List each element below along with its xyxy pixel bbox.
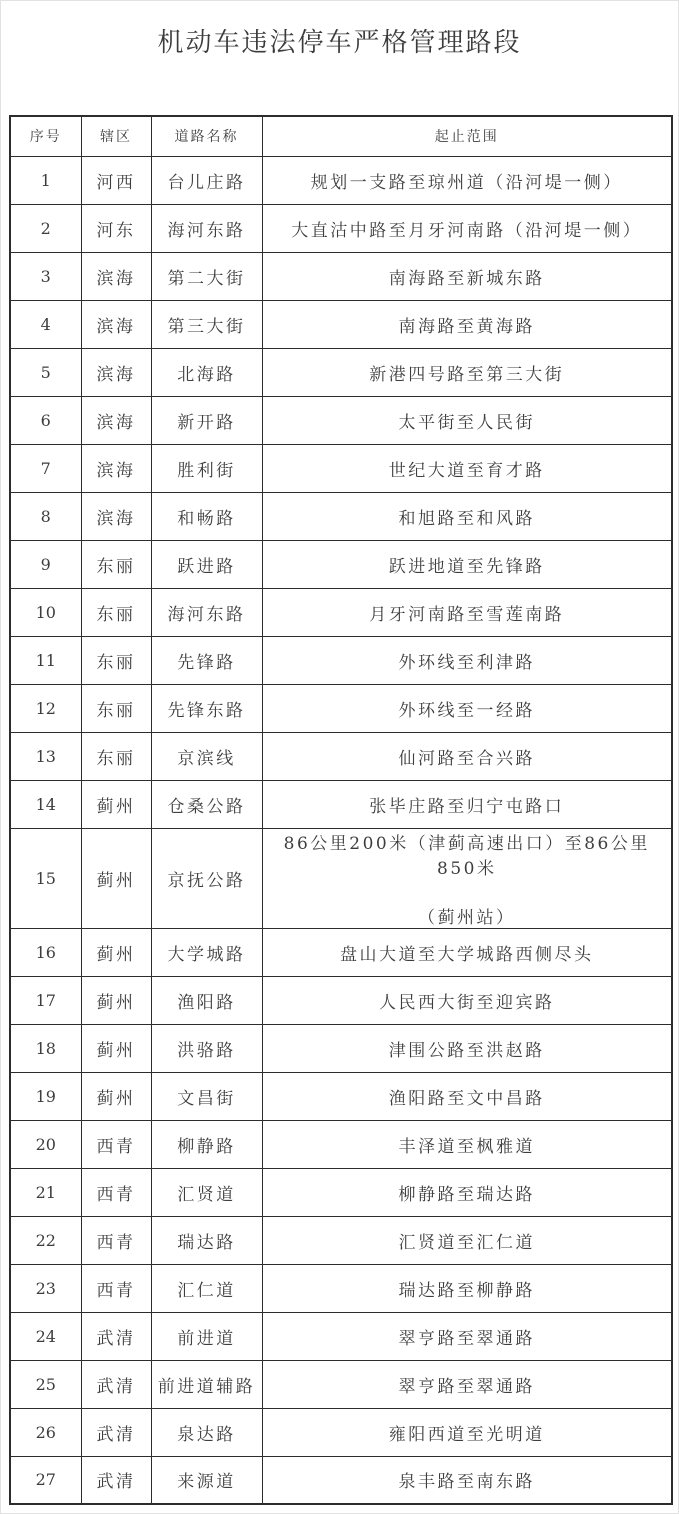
cell-district: 蓟州 bbox=[81, 1024, 151, 1072]
table-row bbox=[10, 928, 672, 976]
cell-range bbox=[262, 300, 672, 348]
range-line: 盘山大道至大学城路西侧尽头 bbox=[340, 944, 594, 965]
cell-range bbox=[262, 732, 672, 780]
cell-range bbox=[262, 928, 672, 976]
range-line: 雍阳西道至光明道 bbox=[388, 1424, 545, 1445]
cell-index: 2 bbox=[10, 204, 81, 252]
cell-district: 蓟州 bbox=[81, 976, 151, 1024]
cell-road-name: 先锋路 bbox=[151, 636, 262, 684]
cell-range bbox=[262, 1120, 672, 1168]
cell-index: 13 bbox=[10, 732, 81, 780]
cell-index: 17 bbox=[10, 976, 81, 1024]
cell-range bbox=[262, 1216, 672, 1264]
cell-road-name: 洪骆路 bbox=[151, 1024, 262, 1072]
table-row bbox=[10, 1312, 672, 1360]
cell-range bbox=[262, 588, 672, 636]
range-line: 规划一支路至琼州道（沿河堤一侧） bbox=[310, 172, 623, 193]
table-row bbox=[10, 1024, 672, 1072]
table-body bbox=[10, 156, 672, 1504]
cell-district: 东丽 bbox=[81, 732, 151, 780]
table-row bbox=[10, 444, 672, 492]
cell-road-name: 胜利街 bbox=[151, 444, 262, 492]
table-row bbox=[10, 732, 672, 780]
cell-road-name: 第三大街 bbox=[151, 300, 262, 348]
column-header-range: 起止范围 bbox=[262, 116, 672, 156]
cell-road-name: 泉达路 bbox=[151, 1408, 262, 1456]
column-header-road: 道路名称 bbox=[151, 116, 262, 156]
range-line: （蓟州站） bbox=[418, 907, 516, 928]
cell-road-name: 海河东路 bbox=[151, 204, 262, 252]
cell-district: 河西 bbox=[81, 156, 151, 204]
table-row bbox=[10, 156, 672, 204]
table-row bbox=[10, 492, 672, 540]
cell-index: 9 bbox=[10, 540, 81, 588]
cell-range bbox=[262, 156, 672, 204]
cell-range bbox=[262, 1360, 672, 1408]
cell-range bbox=[262, 444, 672, 492]
range-line: 外环线至一经路 bbox=[398, 700, 535, 721]
cell-index: 25 bbox=[10, 1360, 81, 1408]
cell-road-name: 第二大街 bbox=[151, 252, 262, 300]
cell-district: 蓟州 bbox=[81, 1072, 151, 1120]
page-title: 机动车违法停车严格管理路段 bbox=[157, 28, 522, 58]
cell-district: 武清 bbox=[81, 1360, 151, 1408]
cell-road-name: 海河东路 bbox=[151, 588, 262, 636]
cell-range bbox=[262, 540, 672, 588]
cell-district: 河东 bbox=[81, 204, 151, 252]
cell-road-name: 来源道 bbox=[151, 1456, 262, 1504]
cell-district: 滨海 bbox=[81, 396, 151, 444]
cell-road-name: 跃进路 bbox=[151, 540, 262, 588]
range-line: 月牙河南路至雪莲南路 bbox=[369, 604, 565, 625]
cell-index: 7 bbox=[10, 444, 81, 492]
table-row bbox=[10, 780, 672, 828]
cell-road-name: 先锋东路 bbox=[151, 684, 262, 732]
cell-road-name: 和畅路 bbox=[151, 492, 262, 540]
cell-district: 滨海 bbox=[81, 252, 151, 300]
cell-road-name: 新开路 bbox=[151, 396, 262, 444]
cell-district: 东丽 bbox=[81, 684, 151, 732]
table-row bbox=[10, 1072, 672, 1120]
cell-range bbox=[262, 976, 672, 1024]
cell-road-name: 汇贤道 bbox=[151, 1168, 262, 1216]
cell-range bbox=[262, 252, 672, 300]
cell-range bbox=[262, 1264, 672, 1312]
road-sections-table bbox=[9, 115, 673, 1505]
table-row bbox=[10, 1264, 672, 1312]
cell-district: 西青 bbox=[81, 1168, 151, 1216]
range-line: 仙河路至合兴路 bbox=[398, 748, 535, 769]
cell-index: 23 bbox=[10, 1264, 81, 1312]
range-line: 瑞达路至柳静路 bbox=[398, 1280, 535, 1301]
cell-range bbox=[262, 684, 672, 732]
table-row bbox=[10, 1120, 672, 1168]
cell-district: 西青 bbox=[81, 1264, 151, 1312]
table-row bbox=[10, 540, 672, 588]
range-line: 津围公路至洪赵路 bbox=[388, 1040, 545, 1061]
cell-road-name: 前进道 bbox=[151, 1312, 262, 1360]
cell-index: 26 bbox=[10, 1408, 81, 1456]
cell-road-name: 大学城路 bbox=[151, 928, 262, 976]
cell-index: 11 bbox=[10, 636, 81, 684]
cell-road-name: 北海路 bbox=[151, 348, 262, 396]
cell-road-name: 台儿庄路 bbox=[151, 156, 262, 204]
table-row bbox=[10, 1216, 672, 1264]
range-line: 外环线至利津路 bbox=[398, 652, 535, 673]
cell-district: 西青 bbox=[81, 1216, 151, 1264]
column-header-district: 辖区 bbox=[81, 116, 151, 156]
cell-road-name: 前进道辅路 bbox=[151, 1360, 262, 1408]
cell-index: 20 bbox=[10, 1120, 81, 1168]
cell-index: 16 bbox=[10, 928, 81, 976]
cell-index: 19 bbox=[10, 1072, 81, 1120]
cell-district: 东丽 bbox=[81, 540, 151, 588]
cell-index: 15 bbox=[10, 828, 81, 928]
cell-range bbox=[262, 636, 672, 684]
cell-district: 武清 bbox=[81, 1408, 151, 1456]
cell-district: 滨海 bbox=[81, 492, 151, 540]
cell-road-name: 京滨线 bbox=[151, 732, 262, 780]
cell-district: 武清 bbox=[81, 1456, 151, 1504]
cell-index: 18 bbox=[10, 1024, 81, 1072]
range-line: 翠亨路至翠通路 bbox=[398, 1376, 535, 1397]
cell-district: 西青 bbox=[81, 1120, 151, 1168]
table-row bbox=[10, 1408, 672, 1456]
cell-road-name: 汇仁道 bbox=[151, 1264, 262, 1312]
cell-district: 东丽 bbox=[81, 588, 151, 636]
cell-range bbox=[262, 1024, 672, 1072]
table-row bbox=[10, 976, 672, 1024]
range-line: 和旭路至和风路 bbox=[398, 508, 535, 529]
table-header-row bbox=[10, 116, 672, 156]
cell-district: 东丽 bbox=[81, 636, 151, 684]
range-line: 新港四号路至第三大街 bbox=[369, 364, 565, 385]
cell-index: 12 bbox=[10, 684, 81, 732]
table-row bbox=[10, 684, 672, 732]
range-line: 渔阳路至文中昌路 bbox=[388, 1088, 545, 1109]
cell-district: 武清 bbox=[81, 1312, 151, 1360]
cell-range bbox=[262, 348, 672, 396]
cell-index: 10 bbox=[10, 588, 81, 636]
cell-index: 27 bbox=[10, 1456, 81, 1504]
range-line: 86公里200米（津蓟高速出口）至86公里850米 bbox=[283, 833, 650, 879]
table-row bbox=[10, 828, 672, 928]
cell-road-name: 瑞达路 bbox=[151, 1216, 262, 1264]
cell-index: 22 bbox=[10, 1216, 81, 1264]
cell-district: 蓟州 bbox=[81, 828, 151, 928]
cell-range bbox=[262, 780, 672, 828]
cell-range bbox=[262, 1456, 672, 1504]
cell-index: 24 bbox=[10, 1312, 81, 1360]
range-line: 世纪大道至育才路 bbox=[388, 460, 545, 481]
range-line: 南海路至新城东路 bbox=[388, 268, 545, 289]
table-row bbox=[10, 300, 672, 348]
cell-index: 3 bbox=[10, 252, 81, 300]
cell-district: 滨海 bbox=[81, 348, 151, 396]
cell-index: 1 bbox=[10, 156, 81, 204]
cell-road-name: 柳静路 bbox=[151, 1120, 262, 1168]
cell-index: 14 bbox=[10, 780, 81, 828]
cell-range bbox=[262, 828, 672, 928]
table-row bbox=[10, 348, 672, 396]
table-row bbox=[10, 636, 672, 684]
range-line: 张毕庄路至归宁屯路口 bbox=[369, 796, 565, 817]
table-row bbox=[10, 1456, 672, 1504]
range-line: 翠亨路至翠通路 bbox=[398, 1328, 535, 1349]
table-row bbox=[10, 252, 672, 300]
range-line: 南海路至黄海路 bbox=[398, 316, 535, 337]
range-line: 跃进地道至先锋路 bbox=[388, 556, 545, 577]
cell-road-name: 渔阳路 bbox=[151, 976, 262, 1024]
range-line: 泉丰路至南东路 bbox=[398, 1472, 535, 1493]
cell-road-name: 仓桑公路 bbox=[151, 780, 262, 828]
cell-range bbox=[262, 1408, 672, 1456]
table-row bbox=[10, 1360, 672, 1408]
cell-range bbox=[262, 492, 672, 540]
cell-road-name: 文昌街 bbox=[151, 1072, 262, 1120]
column-header-index: 序号 bbox=[10, 116, 81, 156]
range-line: 丰泽道至枫雅道 bbox=[398, 1136, 535, 1157]
cell-range bbox=[262, 1168, 672, 1216]
cell-range bbox=[262, 204, 672, 252]
cell-index: 21 bbox=[10, 1168, 81, 1216]
cell-index: 8 bbox=[10, 492, 81, 540]
cell-index: 5 bbox=[10, 348, 81, 396]
range-line: 汇贤道至汇仁道 bbox=[398, 1232, 535, 1253]
cell-range bbox=[262, 1072, 672, 1120]
cell-district: 蓟州 bbox=[81, 928, 151, 976]
cell-range bbox=[262, 1312, 672, 1360]
range-line: 柳静路至瑞达路 bbox=[398, 1184, 535, 1205]
cell-district: 滨海 bbox=[81, 300, 151, 348]
table-row bbox=[10, 588, 672, 636]
cell-index: 4 bbox=[10, 300, 81, 348]
cell-road-name: 京抚公路 bbox=[151, 828, 262, 928]
cell-district: 滨海 bbox=[81, 444, 151, 492]
cell-index: 6 bbox=[10, 396, 81, 444]
range-line: 人民西大街至迎宾路 bbox=[379, 992, 555, 1013]
cell-range bbox=[262, 396, 672, 444]
cell-district: 蓟州 bbox=[81, 780, 151, 828]
table-row bbox=[10, 204, 672, 252]
range-line: 太平街至人民街 bbox=[398, 412, 535, 433]
table-row bbox=[10, 1168, 672, 1216]
range-line: 大直沽中路至月牙河南路（沿河堤一侧） bbox=[291, 220, 643, 241]
table-row bbox=[10, 396, 672, 444]
